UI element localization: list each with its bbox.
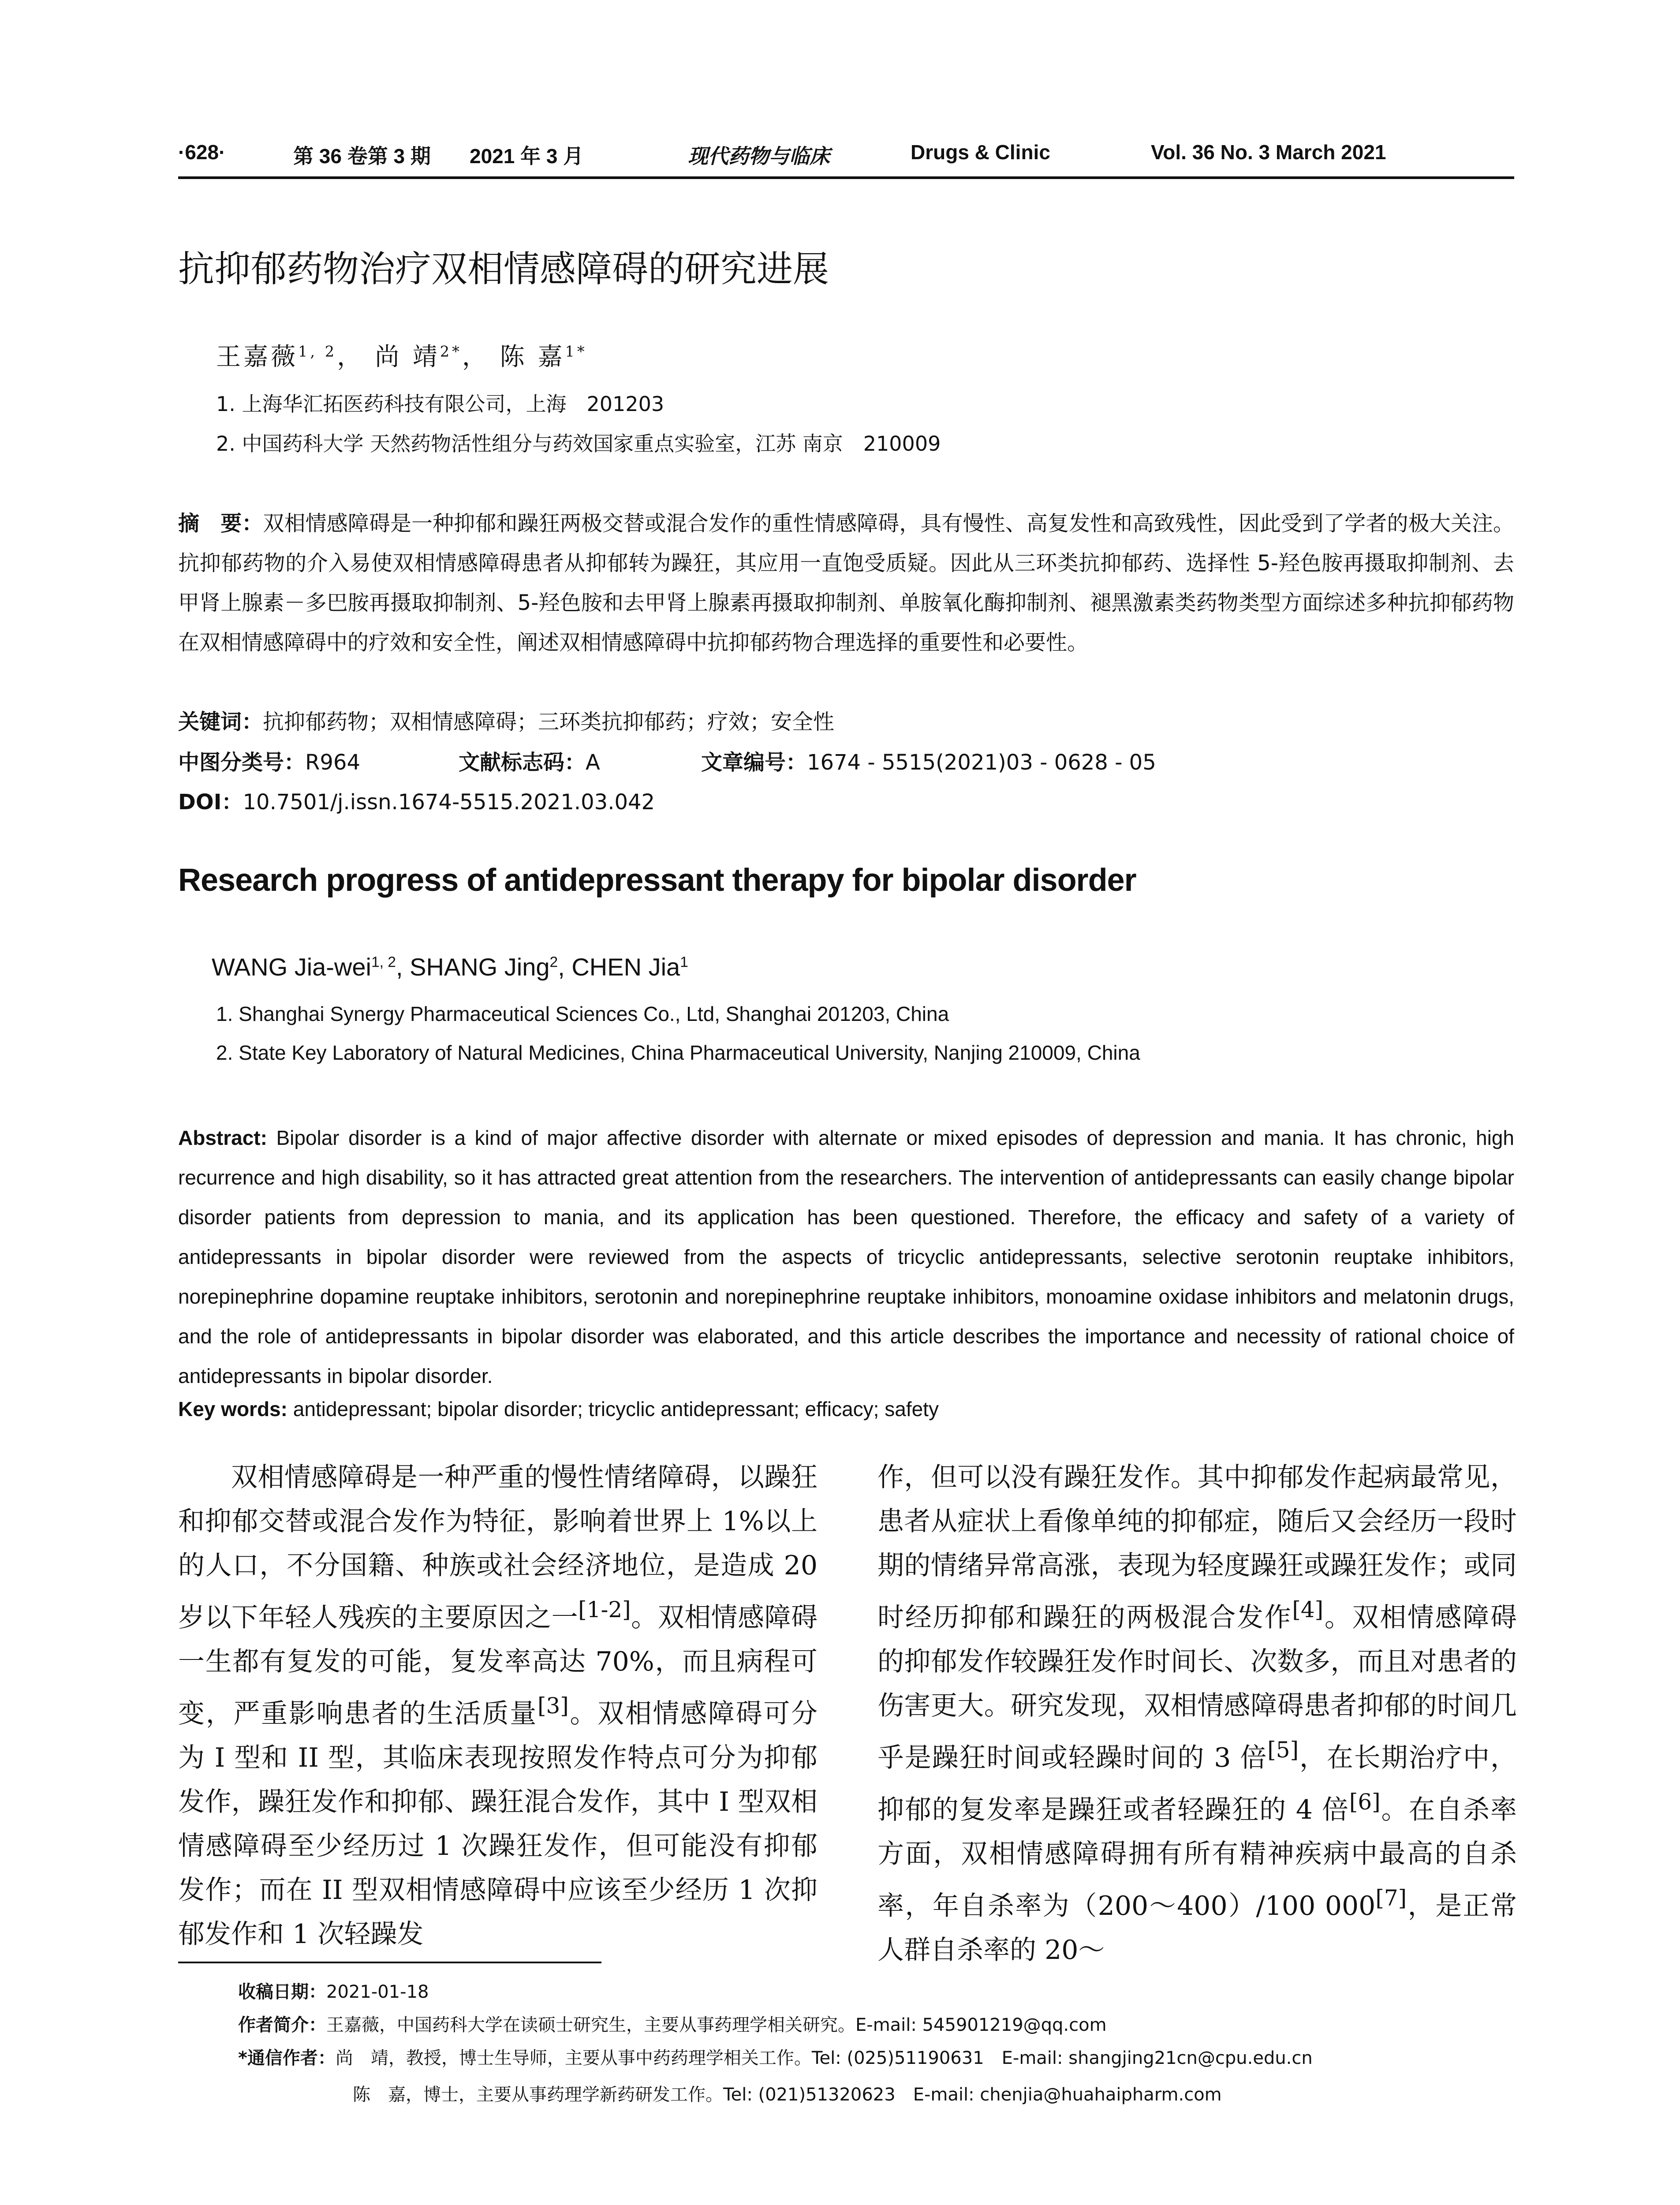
author-affil-sup: 2 [549, 954, 558, 971]
page-number: ·628· [178, 141, 226, 164]
footnote-received [238, 1978, 429, 2003]
article-label: 文章编号： [701, 750, 807, 775]
keywords-cn-text: 抗抑郁药物；双相情感障碍；三环类抗抑郁药；疗效；安全性 [263, 710, 835, 734]
body-column-right [877, 1455, 1517, 1972]
volume-cn: 第 36 卷第 3 期 [293, 145, 431, 168]
body-text: 作，但可以没有躁狂发作。其中抑郁发作起病最常见，患者从症状上看像单纯的抑郁症，随后又会经历一段时期的情绪异常高涨，表现为轻度躁狂或躁狂发作；或同时经历抑郁和躁狂的两极混合发作 [877, 1462, 1517, 1633]
body-text: ，在长期治疗中，抑郁的复发率是躁狂或者轻躁狂的 4 倍 [877, 1742, 1517, 1825]
body-text: 。在自杀率方面，双相情感障碍拥有所有精神疾病中最高的自杀率，年自杀率为（200～400）/100 000 [877, 1794, 1517, 1921]
author-bio: 王嘉薇，中国药科大学在读硕士研究生，主要从事药理学相关研究。E-mail: 545901219@qq.com [326, 2015, 1107, 2035]
header-rule [178, 176, 1514, 179]
author-name: 陈 嘉 [500, 343, 565, 371]
abstract-cn [178, 504, 1514, 662]
affiliation-cn-1: 1. 上海华汇拓医药科技有限公司，上海 201203 [216, 392, 665, 416]
footnote-rule [178, 1962, 601, 1963]
author-name: WANG Jia-wei [212, 953, 371, 981]
received-label: 收稿日期： [238, 1982, 326, 2002]
corresponding-label: *通信作者： [238, 2048, 336, 2068]
author-affil-sup: 1 [680, 954, 688, 971]
journal-name-cn: 现代药物与临床 [688, 145, 830, 168]
affiliation-en-1: 1. Shanghai Synergy Pharmaceutical Sciences Co., Ltd, Shanghai 201203, China [216, 1002, 949, 1025]
keywords-cn [178, 705, 834, 735]
clc-value: R964 [305, 750, 360, 775]
doi-label: DOI： [178, 790, 243, 815]
citation[interactable]: [7] [1375, 1885, 1407, 1911]
body-text: 。双相情感障碍可分为 I 型和 II 型，其临床表现按照发作特点可分为抑郁发作，躁狂发作和抑郁、躁狂混合发作，其中 I 型双相情感障碍至少经历过 1 次躁狂发作，但可能没有抑郁发作；而在 II 型双相情感障碍中应该至少经历 1 次抑郁发作和 1 次轻躁发 [178, 1698, 818, 1950]
keywords-en-text: antidepressant; bipolar disorder; tricyclic antidepressant; efficacy; safety [293, 1398, 939, 1420]
abstract-cn-text: 双相情感障碍是一种抑郁和躁狂两极交替或混合发作的重性情感障碍，具有慢性、高复发性和高致残性，因此受到了学者的极大关注。抗抑郁药物的介入易使双相情感障碍患者从抑郁转为躁狂，其应用一直饱受质疑。因此从三环类抗抑郁药、选择性 5-羟色胺再摄取抑制剂、去甲肾上腺素－多巴胺再摄取抑制剂、5-羟色胺和去甲肾上腺素再摄取抑制剂、单胺氧化酶抑制剂、褪黑激素类药物类型方面综述多种抗抑郁药物在双相情感障碍中的疗效和安全性，阐述双相情感障碍中抗抑郁药物合理选择的重要性和必要性。 [178, 511, 1514, 655]
citation[interactable]: [3] [537, 1693, 569, 1719]
keywords-cn-label: 关键词： [178, 710, 263, 734]
citation[interactable]: [4] [1292, 1597, 1324, 1622]
doi-value[interactable]: 10.7501/j.issn.1674-5515.2021.03.042 [243, 790, 655, 815]
keywords-en-label: Key words: [178, 1398, 287, 1420]
footnote-corresponding-2: 陈 嘉，博士，主要从事药理学新药研发工作。Tel: (021)51320623 E-mail: chenjia@huahaipharm.com [353, 2085, 1222, 2105]
received-date: 2021-01-18 [326, 1982, 429, 2002]
author-name: 尚 靖 [374, 343, 440, 371]
corresponding-author-1: 尚 靖，教授，博士生导师，主要从事中药药理学相关工作。Tel: (025)51190631 E-mail: shangjing21cn@cpu.edu.cn [335, 2048, 1313, 2068]
abstract-cn-label: 摘 要： [178, 511, 263, 536]
citation[interactable]: [6] [1349, 1789, 1381, 1815]
body-text: 。双相情感障碍一生都有复发的可能，复发率高达 70%，而且病程可变，严重影响患者的生活质量 [178, 1602, 818, 1729]
authors-en: WANG Jia-wei$^{1, 2}$, SHANG Jing$^2$, CHEN Jia$^1$ [212, 953, 688, 981]
author-name: SHANG Jing [410, 953, 550, 981]
body-text: 双相情感障碍是一种严重的慢性情绪障碍，以躁狂和抑郁交替或混合发作为特征，影响着世界上 1%以上的人口，不分国籍、种族或社会经济地位，是造成 20 岁以下年轻人残疾的主要原因之一 [178, 1462, 818, 1633]
affiliation-en-2: 2. State Key Laboratory of Natural Medicines, China Pharmaceutical University, Nanjing 210009, China [216, 1041, 1140, 1064]
body-column-left [178, 1455, 818, 1956]
affiliation-cn-2: 2. 中国药科大学 天然药物活性组分与药效国家重点实验室，江苏 南京 210009 [216, 432, 941, 456]
clc-label: 中图分类号： [178, 750, 306, 775]
body-text: 。双相情感障碍的抑郁发作较躁狂发作时间长、次数多，而且对患者的伤害更大。研究发现，双相情感障碍患者抑郁的时间几乎是躁狂时间或轻躁时间的 3 倍 [877, 1602, 1517, 1773]
footnote-corresponding [238, 2044, 1313, 2069]
author-bio-label: 作者简介： [238, 2015, 326, 2035]
body-text: ，是正常人群自杀率的 20～ [877, 1891, 1517, 1966]
title-cn: 抗抑郁药物治疗双相情感障碍的研究进展 [178, 248, 829, 290]
article-value: 1674 - 5515(2021)03 - 0628 - 05 [807, 750, 1156, 775]
clc-number [178, 745, 360, 776]
article-id [701, 745, 1156, 776]
abstract-en-text: Bipolar disorder is a kind of major affective disorder with alternate or mixed episodes of depression and mania. It has chronic, high recurrence and high disability, so it has attracted great attention from the researchers. The intervention of antidepressants can easily change bipolar disorder patients from depression to mania, and its application has been questioned. Therefore, the efficacy and safety of a variety of antidepressants in bipolar disorder were reviewed from the aspects of tricyclic antidepressants, selective serotonin reuptake inhibitors, norepinephrine dopamine reuptake inhibitors, serotonin and norepinephrine reuptake inhibitors, monoamine oxidase inhibitors and melatonin drugs, and the role of antidepressants in bipolar disorder was elaborated, and this article describes the importance and necessity of rational choice of antidepressants in bipolar disorder. [178, 1126, 1514, 1387]
author-name: CHEN Jia [571, 953, 680, 981]
authors-cn: 王嘉薇$^{1, 2}$， 尚 靖$^{2*}$， 陈 嘉$^{1*}$ [216, 343, 587, 371]
volume-en: Vol. 36 No. 3 March 2021 [1151, 141, 1386, 164]
citation[interactable]: [1-2] [578, 1597, 631, 1622]
title-en: Research progress of antidepressant therapy for bipolar disorder [178, 863, 1136, 898]
date-cn: 2021 年 3 月 [470, 145, 584, 168]
citation[interactable]: [5] [1267, 1737, 1299, 1763]
doc-value: A [586, 750, 600, 775]
author-affil-sup: 1, 2 [298, 343, 337, 360]
keywords-en [178, 1397, 939, 1421]
doi [178, 785, 655, 815]
author-affil-sup: 1* [565, 343, 587, 360]
author-name: 王嘉薇 [216, 343, 298, 371]
author-affil-sup: 1, 2 [371, 954, 396, 971]
footnote-author [238, 2011, 1107, 2036]
abstract-en-label: Abstract: [178, 1126, 267, 1149]
doc-label: 文献标志码： [459, 750, 586, 775]
journal-name-en: Drugs & Clinic [911, 141, 1050, 164]
document-code [459, 745, 600, 776]
author-affil-sup: 2* [440, 343, 462, 360]
abstract-en [178, 1118, 1514, 1396]
